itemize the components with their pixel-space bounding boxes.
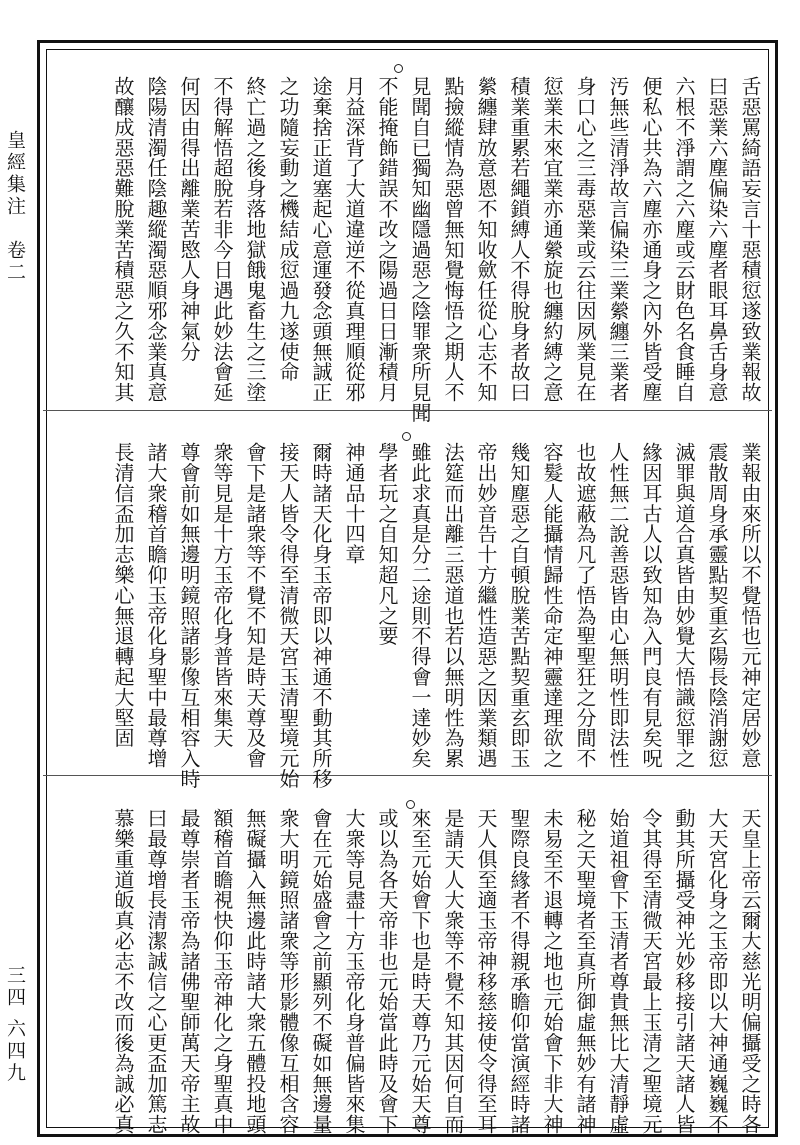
- text-column: 天人俱至適玉帝神移慈接使令得至耳: [474, 808, 498, 1135]
- text-column: 帝出妙音告十方繼性造惡之因業類遇: [474, 442, 498, 769]
- text-column: 慕樂重道皈真必志不改而後為誠必真: [111, 808, 135, 1135]
- text-column: 震散周身承靈點契重玄陽長陰消謝愆: [705, 442, 729, 769]
- text-column: 法筵而出離三惡道也若以無明性為累: [441, 442, 465, 769]
- text-column: 爾時諸天化身玉帝即以神通不動其所移: [309, 442, 333, 789]
- text-column: 幾知塵惡之自頓脫業苦點契重玄即玉: [507, 442, 531, 769]
- text-column: 終亡過之後身落地獄餓鬼畜生之三塗: [243, 76, 267, 403]
- text-column: 最尊崇者玉帝為諸佛聖師萬天帝主故: [177, 808, 201, 1135]
- text-column: 或以為各天帝非也元始當此時及會下: [375, 808, 399, 1135]
- text-column: 舌惡罵綺語妄言十惡積愆遂致業報故: [738, 76, 762, 403]
- text-column: 來至元始會下也是時天尊乃元始天尊: [408, 808, 432, 1135]
- text-column: 身口心之三毒惡業或云往因夙業見在: [573, 76, 597, 403]
- text-column: 會下是諸衆等不覺不知是時天尊及會: [243, 442, 267, 769]
- text-column: 汚無些清淨故言偏染三業縈纏三業者: [606, 76, 630, 403]
- text-column: 愆業未來宜業亦通縈旋也纏約縛之意: [540, 76, 564, 403]
- text-column: 滅罪與道合真皆由妙覺大悟識愆罪之: [672, 442, 696, 769]
- text-column: 點撿縱情為惡曾無知覺悔悟之期人不: [441, 76, 465, 403]
- section-mark: [394, 64, 403, 73]
- text-column: 天皇上帝云爾大慈光明偏攝受之時各: [738, 808, 762, 1135]
- text-column: 尊會前如無邊明鏡照諸影像互相容入時: [177, 442, 201, 789]
- text-column: 縈纏肆放意恩不知收歛任從心志不知: [474, 76, 498, 403]
- text-column: 積業重累若繩鎖縛人不得脫身者故曰: [507, 76, 531, 403]
- text-column: 也故遮蔽為凡了悟為聖聖狂之分間不: [573, 442, 597, 769]
- text-column: 便私心共為六塵亦通身之內外皆受塵: [639, 76, 663, 403]
- text-column: 業報由來所以不覺悟也元神定居妙意: [738, 442, 762, 769]
- text-column: 無礙攝入無邊此時諸大衆五體投地頭: [243, 808, 267, 1135]
- text-column: 學者玩之自知超凡之要: [375, 442, 399, 646]
- text-column: 陰陽清濁任陰趣縱濁惡順邪念業真意: [144, 76, 168, 403]
- text-column: 月益深背了大道違逆不從真理順從邪: [342, 76, 366, 403]
- text-column: 接天人皆令得至清微天宮玉清聖境元始: [276, 442, 300, 789]
- text-column: 不能掩飾錯誤不改之陽過日日漸積月: [375, 76, 399, 403]
- text-column: 會在元始盛會之前顯列不礙如無邊量: [309, 808, 333, 1135]
- text-column: 曰最尊增長清潔誠信之心更盃加篤志: [144, 808, 168, 1135]
- text-column: 聖際良緣者不得親承瞻仰當演經時諸: [507, 808, 531, 1135]
- text-column: 大天宮化身之玉帝即以大神通巍巍不: [705, 808, 729, 1135]
- text-column: 六根不淨謂之六塵或云財色名食睡自: [672, 76, 696, 403]
- text-column: 長清信盃加志樂心無退轉起大堅固: [111, 442, 135, 748]
- section-divider: [43, 775, 772, 776]
- text-column: 人性無二說善惡皆由心無明性即法性: [606, 442, 630, 769]
- text-column: 故釀成惡惡難脫業苦積惡之久不知其: [111, 76, 135, 403]
- page-number: 三四 六四九: [4, 965, 26, 1085]
- text-column: 不得解悟超脫若非今日遇此妙法會延: [210, 76, 234, 403]
- text-column: 緣因耳古人以致知為入門良有見矣呪: [639, 442, 663, 769]
- text-column: 令其得至清微天宮最上玉清之聖境元: [639, 808, 663, 1135]
- text-column: 見聞自已獨知幽隱過惡之陰罪衆所見聞: [408, 76, 432, 423]
- text-column: 曰惡業六塵偏染六塵者眼耳鼻舌身意: [705, 76, 729, 403]
- text-column: 何因由得出離業苦愍人身神氣分: [177, 76, 201, 362]
- text-column: 衆等見是十方玉帝化身普皆來集天: [210, 442, 234, 748]
- text-column: 始道祖會下玉清者尊貴無比大清靜虛: [606, 808, 630, 1135]
- text-column: 之功隨妄動之機結成愆過九遂使命: [276, 76, 300, 382]
- text-column: 是請天人大衆等不覺不知其因何自而: [441, 808, 465, 1135]
- text-column: 雖此求真是分二途則不得會一達妙矣: [408, 442, 432, 769]
- text-column: 額稽首瞻視快仰玉帝神化之身聖真中: [210, 808, 234, 1135]
- text-column: 未易至不退轉之地也元始會下非大神: [540, 808, 564, 1135]
- section-mark: [402, 432, 411, 441]
- text-column: 動其所攝受神光妙移接引諸天諸人皆: [672, 808, 696, 1135]
- text-column: 途棄捨正道塞起心意運發念頭無誠正: [309, 76, 333, 403]
- text-column: 衆大明鏡照諸衆等形影體像互相含容: [276, 808, 300, 1135]
- text-column: 神通品十四章: [342, 442, 366, 565]
- text-column: 容髮人能攝情歸性命定神靈達理欲之: [540, 442, 564, 769]
- text-column: 秘之天聖境者至真所御虛無妙有諸神: [573, 808, 597, 1135]
- text-column: 大衆等見盡十方玉帝化身普偏皆來集: [342, 808, 366, 1135]
- book-title-margin: 皇經集注 卷二: [4, 130, 26, 284]
- text-column: 諸大衆稽首瞻仰玉帝化身聖中最尊增: [144, 442, 168, 769]
